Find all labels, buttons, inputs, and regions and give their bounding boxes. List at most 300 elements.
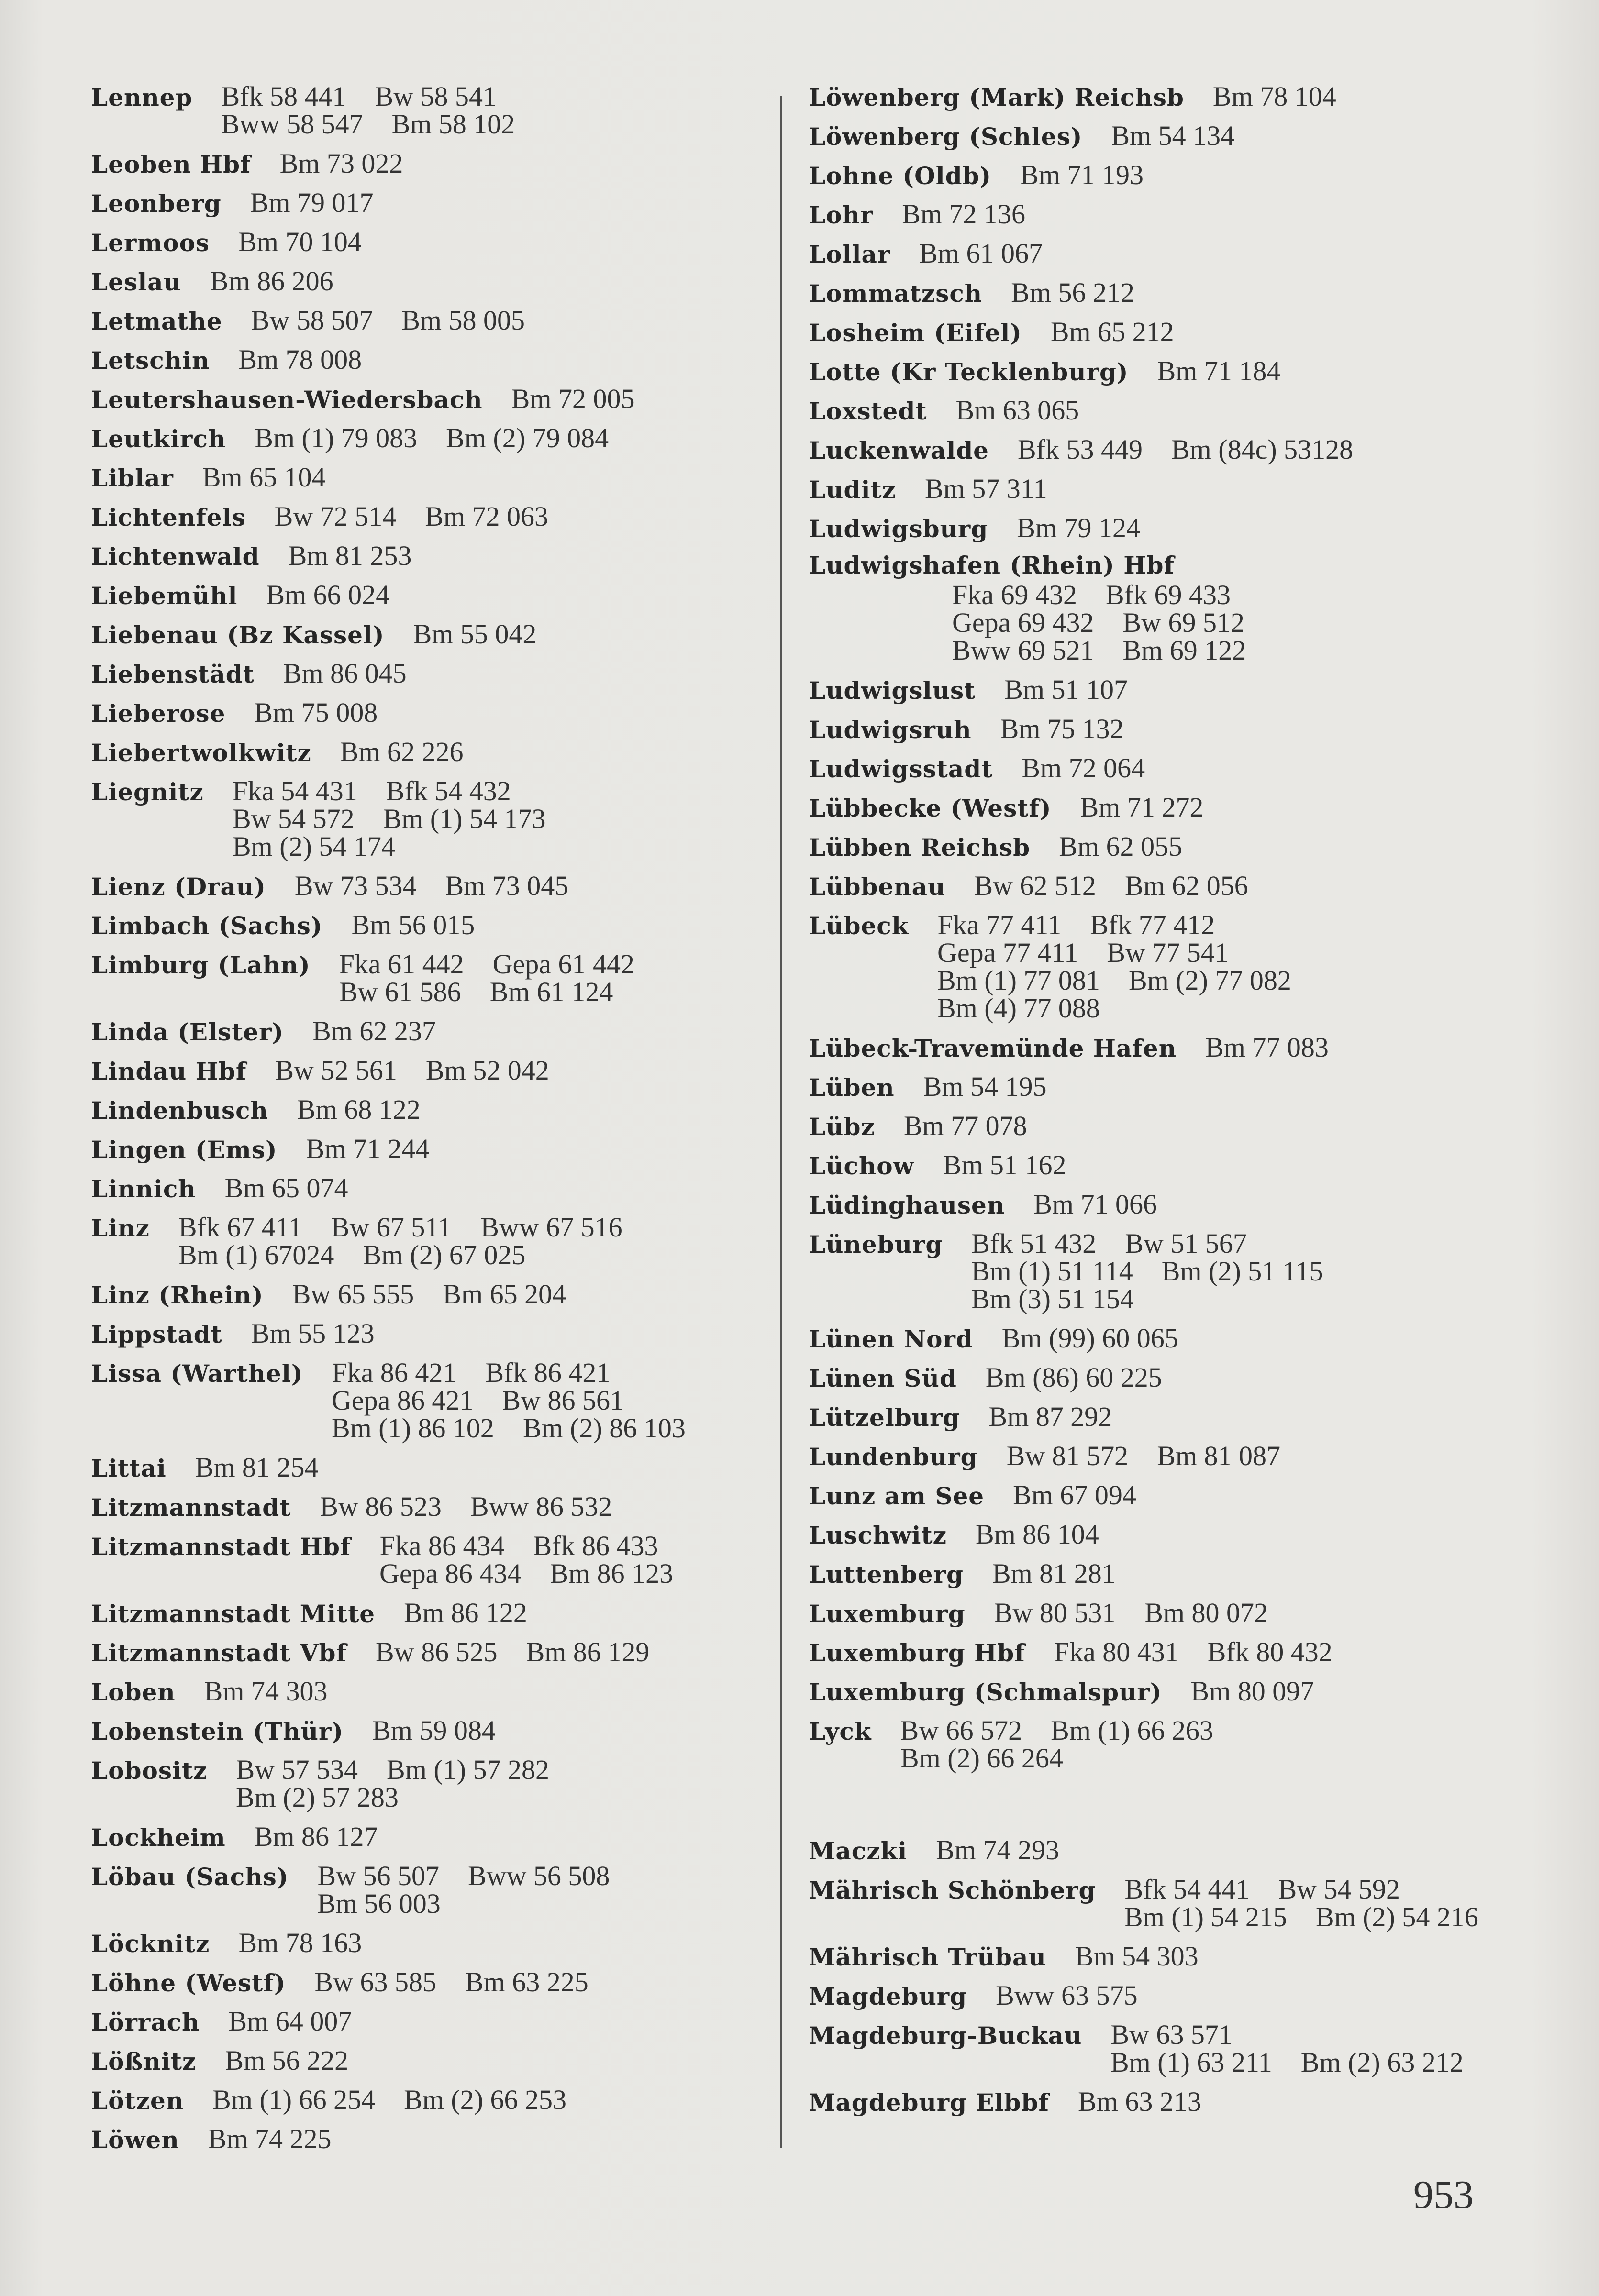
depot-code: Bm 80 097: [1190, 1676, 1314, 1707]
depot-code: Bm 69 122: [1122, 635, 1246, 666]
station-entry: [809, 1188, 1488, 1220]
station-first-line: [809, 830, 1488, 862]
station-entry: [809, 198, 1488, 230]
station-first-line: [91, 1054, 770, 1086]
depot-code: Bw 54 592: [1278, 1874, 1400, 1905]
station-entry: [809, 1597, 1488, 1628]
station-name: Leonberg: [91, 189, 222, 218]
station-entry: [809, 752, 1488, 784]
station-first-line: [809, 1518, 1488, 1550]
station-name: Litzmannstadt Hbf: [91, 1533, 351, 1561]
station-first-line: [809, 1149, 1488, 1181]
station-first-line: [91, 383, 770, 414]
station-entry: [809, 2019, 1488, 2078]
depot-code: Bm 51 107: [1004, 674, 1128, 705]
station-name: Linnich: [91, 1175, 196, 1203]
depot-code: Bm 65 104: [202, 462, 326, 493]
station-first-line: [809, 1361, 1488, 1393]
depot-code: Bm 54 134: [1111, 120, 1235, 151]
station-first-line: [91, 500, 770, 532]
depot-code: Bm (4) 77 088: [937, 993, 1100, 1024]
depot-code: Bm 71 184: [1157, 355, 1281, 386]
station-first-line: [809, 1557, 1488, 1589]
station-entry: [809, 791, 1488, 823]
station-name: Löwen: [91, 2126, 179, 2154]
depot-code: Bm 73 045: [445, 870, 569, 901]
depot-code: Bm 81 281: [992, 1558, 1116, 1589]
station-entry: [91, 2123, 770, 2154]
station-first-line: [809, 870, 1488, 901]
depot-code: Bww 69 521: [952, 635, 1094, 666]
station-name: Luxemburg Hbf: [809, 1639, 1025, 1667]
station-name: Lermoos: [91, 229, 210, 257]
station-first-line: [809, 1873, 1488, 1905]
depot-code: Bw 62 512: [974, 870, 1096, 901]
depot-code: Bm (1) 66 254: [212, 2084, 376, 2115]
station-first-line: [809, 791, 1488, 823]
station-name: Lünen Nord: [809, 1325, 973, 1353]
depot-code: Bww 56 508: [467, 1860, 610, 1891]
depot-code: Bm 54 195: [923, 1071, 1047, 1102]
station-name: Liebenstädt: [91, 660, 255, 688]
depot-code: Bm (1) 54 173: [383, 803, 546, 834]
depot-code: Bw 67 511: [331, 1212, 452, 1243]
depot-code: Bm (2) 54 174: [233, 831, 395, 862]
depot-code: Bm 74 225: [208, 2123, 332, 2154]
depot-code: Bm 56 222: [225, 2045, 349, 2076]
depot-code: Bw 86 523: [320, 1491, 442, 1522]
depot-code: Bm (1) 63 211: [1110, 2047, 1272, 2078]
depot-code: Bww 58 547: [221, 109, 363, 140]
station-first-line: [91, 343, 770, 375]
depot-code: Bw 61 586: [339, 976, 461, 1007]
depot-code: Bw 80 531: [994, 1597, 1116, 1628]
depot-code: Bm 70 104: [238, 226, 362, 257]
depot-code: Bm 63 225: [465, 1966, 589, 1998]
station-name: Lübbecke (Westf): [809, 794, 1052, 822]
station-first-line: [809, 512, 1488, 543]
station-name: Maczki: [809, 1837, 908, 1865]
station-entry: [809, 1979, 1488, 2011]
station-first-line: [809, 551, 1488, 579]
depot-code: Fka 69 432: [952, 579, 1077, 610]
depot-code: Bm 65 204: [443, 1279, 566, 1310]
station-first-line: [91, 696, 770, 728]
depot-code: Fka 54 431: [232, 775, 357, 806]
station-first-line: [91, 1490, 770, 1522]
station-entry: [809, 394, 1488, 426]
station-entry: [91, 2005, 770, 2037]
depot-code: Fka 86 434: [379, 1530, 505, 1561]
depot-code: Bm 61 067: [919, 238, 1043, 269]
station-first-line: [809, 316, 1488, 347]
station-continuation-line: [809, 2046, 1488, 2078]
depot-code: Bm 75 132: [1000, 713, 1124, 744]
depot-code: Fka 80 431: [1054, 1636, 1179, 1667]
depot-code: Bm 67 094: [1013, 1479, 1136, 1511]
station-entry: [91, 1451, 770, 1483]
depot-code: Bfk 67 411: [178, 1212, 302, 1243]
station-entry: [91, 2044, 770, 2076]
station-first-line: [809, 1071, 1488, 1102]
station-name: Limbach (Sachs): [91, 912, 323, 940]
station-first-line: [91, 1093, 770, 1125]
station-name: Liebenau (Bz Kassel): [91, 621, 385, 649]
station-continuation-line: [91, 1412, 770, 1444]
station-first-line: [809, 1031, 1488, 1063]
station-first-line: [809, 1440, 1488, 1471]
depot-code: Bw 58 541: [375, 81, 497, 112]
station-name: Lobositz: [91, 1756, 208, 1785]
station-entry: [91, 1860, 770, 1919]
depot-code: Bm 58 102: [391, 109, 515, 140]
station-entry: [809, 159, 1488, 190]
station-name: Löbau (Sachs): [91, 1863, 289, 1891]
station-entry: [91, 1675, 770, 1707]
station-entry: [91, 1966, 770, 1998]
depot-code: Bm 73 022: [279, 148, 403, 179]
right-column: [809, 80, 1488, 2125]
station-name: Lützelburg: [809, 1403, 960, 1432]
station-name: Litzmannstadt Mitte: [91, 1600, 376, 1628]
depot-code: Bm 65 074: [224, 1172, 348, 1203]
station-first-line: [809, 1188, 1488, 1220]
station-first-line: [809, 120, 1488, 151]
depot-code: Bm 56 212: [1011, 277, 1134, 308]
depot-code: Bm (86) 60 225: [985, 1362, 1162, 1393]
station-first-line: [809, 2019, 1488, 2050]
station-first-line: [91, 461, 770, 493]
station-entry: [809, 713, 1488, 744]
station-entry: [91, 461, 770, 493]
station-name: Lindenbusch: [91, 1096, 268, 1125]
depot-code: Bm 86 123: [550, 1558, 674, 1589]
station-first-line: [809, 909, 1488, 940]
depot-code: Bm 75 008: [254, 697, 378, 728]
station-entry: [91, 1211, 770, 1270]
station-name: Lommatzsch: [809, 279, 983, 308]
station-first-line: [91, 1597, 770, 1628]
station-first-line: [809, 1322, 1488, 1354]
station-entry: [91, 1490, 770, 1522]
station-first-line: [91, 265, 770, 297]
depot-code: Bm 57 311: [924, 473, 1047, 504]
station-name: Litzmannstadt Vbf: [91, 1639, 347, 1667]
station-name: Lohne (Oldb): [809, 162, 992, 190]
station-name: Magdeburg-Buckau: [809, 2021, 1082, 2050]
station-name: Lübz: [809, 1113, 875, 1141]
depot-code: Bm (1) 67024: [178, 1239, 334, 1270]
station-name: Löwenberg (Schles): [809, 122, 1083, 151]
station-name: Lohr: [809, 201, 874, 229]
station-continuation-line: [91, 108, 770, 140]
depot-code: Bm 62 226: [340, 736, 464, 767]
depot-code: Bfk 86 421: [485, 1357, 611, 1388]
depot-code: Bfk 86 433: [533, 1530, 658, 1561]
station-name: Magdeburg Elbbf: [809, 2088, 1050, 2117]
station-entry: [91, 383, 770, 414]
station-first-line: [809, 1110, 1488, 1141]
station-entry: [91, 1597, 770, 1628]
station-entry: [91, 1927, 770, 1958]
depot-code: Bm 61 124: [489, 976, 613, 1007]
station-first-line: [91, 909, 770, 940]
station-name: Lünen Süd: [809, 1364, 957, 1392]
depot-code: Bm (2) 66 264: [900, 1743, 1063, 1774]
depot-code: Bm 51 162: [943, 1149, 1066, 1181]
depot-code: Gepa 69 432: [952, 607, 1094, 638]
station-name: Litzmannstadt: [91, 1493, 291, 1522]
station-first-line: [91, 540, 770, 571]
station-first-line: [809, 394, 1488, 426]
station-name: Letschin: [91, 346, 210, 375]
station-entry: [809, 1149, 1488, 1181]
station-first-line: [91, 1172, 770, 1203]
station-name: Lissa (Warthel): [91, 1359, 303, 1388]
depot-code: Bfk 54 441: [1124, 1874, 1250, 1905]
station-name: Lennep: [91, 83, 193, 111]
section-gap: [809, 1781, 1488, 1834]
station-name: Littai: [91, 1454, 167, 1482]
station-entry: [809, 551, 1488, 666]
station-first-line: [809, 673, 1488, 705]
station-name: Mährisch Schönberg: [809, 1876, 1096, 1904]
station-entry: [809, 1227, 1488, 1314]
station-first-line: [91, 1860, 770, 1891]
station-entry: [91, 1317, 770, 1349]
station-entry: [91, 657, 770, 689]
station-entry: [91, 736, 770, 767]
station-name: Lyck: [809, 1717, 872, 1745]
station-name: Löhne (Westf): [91, 1969, 286, 1997]
depot-code: Bww 86 532: [470, 1491, 612, 1522]
depot-code: Bm 77 083: [1205, 1032, 1329, 1063]
station-entry: [809, 673, 1488, 705]
station-entry: [809, 1361, 1488, 1393]
station-first-line: [809, 473, 1488, 504]
station-name: Lübeck-Travemünde Hafen: [809, 1034, 1177, 1062]
station-entry: [91, 343, 770, 375]
depot-code: Bm 62 237: [312, 1016, 436, 1047]
depot-code: Bfk 69 433: [1106, 579, 1231, 610]
station-entry: [91, 579, 770, 610]
depot-code: Bm 68 122: [297, 1094, 421, 1125]
depot-code: Bw 77 541: [1107, 937, 1229, 968]
depot-code: Bm 81 253: [288, 540, 412, 571]
depot-code: Gepa 77 411: [937, 937, 1078, 968]
station-entry: [91, 1714, 770, 1746]
station-first-line: [91, 1636, 770, 1667]
depot-code: Bw 63 585: [314, 1966, 436, 1998]
station-name: Leutkirch: [91, 425, 226, 453]
station-first-line: [91, 1317, 770, 1349]
depot-code: Bm 71 244: [306, 1133, 430, 1164]
station-entry: [91, 1821, 770, 1852]
depot-code: Bw 69 512: [1122, 607, 1244, 638]
depot-code: Bm (1) 57 282: [387, 1754, 549, 1785]
station-name: Löcknitz: [91, 1930, 210, 1958]
depot-code: Bm 66 024: [266, 579, 390, 610]
station-name: Magdeburg: [809, 1982, 967, 2010]
depot-code: Bw 86 561: [502, 1385, 624, 1416]
depot-code: Bm 72 064: [1022, 752, 1145, 784]
station-name: Leutershausen-Wiedersbach: [91, 386, 483, 414]
station-entry: [809, 1479, 1488, 1511]
depot-code: Bw 58 507: [251, 305, 373, 336]
station-entry: [91, 422, 770, 453]
depot-code: Bm (2) 86 103: [522, 1413, 686, 1444]
depot-code: Bm 79 017: [250, 187, 374, 218]
column-divider: [780, 96, 782, 2148]
station-entry: [91, 775, 770, 862]
station-entry: [809, 1557, 1488, 1589]
depot-code: Gepa 86 421: [332, 1385, 474, 1416]
station-entry: [91, 1636, 770, 1667]
depot-code: Bm 62 055: [1059, 831, 1183, 862]
station-entry: [91, 1015, 770, 1047]
station-continuation-line: [809, 634, 1488, 666]
station-first-line: [91, 579, 770, 610]
station-entry: [809, 120, 1488, 151]
station-entry: [809, 1440, 1488, 1471]
depot-code: Bm 58 005: [401, 305, 525, 336]
station-entry: [91, 226, 770, 257]
depot-code: Bfk 80 432: [1207, 1636, 1332, 1667]
station-name: Lollar: [809, 240, 891, 268]
depot-code: Bm 71 193: [1020, 159, 1144, 190]
station-entry: [91, 80, 770, 140]
depot-code: Bm 55 042: [413, 618, 537, 650]
station-name: Losheim (Eifel): [809, 319, 1022, 347]
depot-code: Bm (2) 77 082: [1128, 965, 1291, 996]
station-name: Liegnitz: [91, 778, 204, 806]
station-first-line: [91, 1530, 770, 1561]
depot-code: Bm 72 063: [425, 501, 549, 532]
station-first-line: [91, 304, 770, 336]
station-name: Liblar: [91, 464, 174, 492]
depot-code: Bm 77 078: [903, 1110, 1027, 1141]
station-name: Ludwigsburg: [809, 515, 988, 543]
station-continuation-line: [809, 937, 1488, 968]
depot-code: Bm (2) 79 084: [446, 422, 609, 453]
station-entry: [809, 1675, 1488, 1707]
station-entry: [809, 276, 1488, 308]
station-name: Löwenberg (Mark) Reichsb: [809, 83, 1184, 111]
station-entry: [809, 1401, 1488, 1432]
depot-code: Bm 78 104: [1212, 81, 1336, 112]
station-first-line: [809, 1940, 1488, 1972]
depot-code: Bm 59 084: [372, 1715, 496, 1746]
station-first-line: [91, 2044, 770, 2076]
station-first-line: [91, 80, 770, 112]
station-entry: [809, 1834, 1488, 1866]
station-first-line: [809, 276, 1488, 308]
station-entry: [809, 1071, 1488, 1102]
station-name: Luditz: [809, 475, 896, 504]
depot-code: Bm 81 087: [1157, 1440, 1280, 1471]
depot-code: Fka 86 421: [332, 1357, 457, 1388]
station-first-line: [91, 226, 770, 257]
station-entry: [809, 237, 1488, 269]
depot-code: Bm 86 206: [210, 265, 333, 297]
station-entry: [91, 500, 770, 532]
station-entry: [91, 909, 770, 940]
station-entry: [91, 618, 770, 650]
station-name: Ludwigslust: [809, 676, 976, 705]
station-entry: [809, 80, 1488, 112]
depot-code: Bm (1) 66 263: [1051, 1715, 1214, 1746]
depot-code: Bw 72 514: [274, 501, 397, 532]
station-first-line: [809, 198, 1488, 230]
depot-code: Bww 67 516: [480, 1212, 622, 1243]
station-entry: [809, 1873, 1488, 1932]
station-entry: [91, 1054, 770, 1086]
station-first-line: [91, 1927, 770, 1958]
station-entry: [809, 830, 1488, 862]
station-first-line: [809, 1714, 1488, 1746]
station-first-line: [809, 1479, 1488, 1511]
station-name: Lößnitz: [91, 2047, 197, 2075]
station-entry: [809, 355, 1488, 386]
station-first-line: [809, 1597, 1488, 1628]
depot-code: Bm 78 008: [238, 344, 362, 375]
station-entry: [91, 187, 770, 218]
station-entry: [809, 1322, 1488, 1354]
depot-code: Bm (2) 63 212: [1300, 2047, 1464, 2078]
station-first-line: [809, 355, 1488, 386]
station-name: Leslau: [91, 268, 181, 296]
station-first-line: [91, 1821, 770, 1852]
station-first-line: [91, 1754, 770, 1785]
station-name: Lotte (Kr Tecklenburg): [809, 358, 1129, 386]
depot-code: Bm 78 163: [238, 1927, 362, 1958]
depot-code: Bw 65 555: [292, 1279, 414, 1310]
station-entry: [809, 473, 1488, 504]
depot-code: Bm 74 293: [936, 1834, 1060, 1866]
depot-code: Bw 52 561: [275, 1055, 397, 1086]
station-entry: [91, 1357, 770, 1444]
station-first-line: [91, 2123, 770, 2154]
station-name: Lingen (Ems): [91, 1136, 278, 1164]
depot-code: Bm (2) 57 283: [236, 1782, 399, 1813]
depot-code: Bw 86 525: [376, 1636, 498, 1667]
depot-code: Gepa 86 434: [379, 1558, 522, 1589]
depot-code: Bm 87 292: [988, 1401, 1112, 1432]
station-entry: [809, 1636, 1488, 1667]
depot-code: Bw 66 572: [900, 1715, 1022, 1746]
station-entry: [809, 433, 1488, 465]
station-first-line: [91, 775, 770, 806]
station-entry: [91, 1093, 770, 1125]
station-first-line: [809, 1227, 1488, 1259]
station-first-line: [809, 713, 1488, 744]
station-entry: [91, 948, 770, 1007]
station-first-line: [91, 1211, 770, 1243]
depot-code: Bw 54 572: [233, 803, 355, 834]
station-name: Linda (Elster): [91, 1018, 284, 1046]
depot-code: Bm 71 066: [1033, 1189, 1157, 1220]
left-column: [91, 80, 770, 2162]
station-first-line: [91, 2084, 770, 2115]
station-name: Liebertwolkwitz: [91, 739, 311, 767]
station-name: Lobenstein (Thür): [91, 1717, 344, 1745]
station-first-line: [91, 618, 770, 650]
depot-code: Bm 81 254: [195, 1452, 319, 1483]
depot-code: Gepa 61 442: [492, 949, 635, 980]
station-first-line: [809, 159, 1488, 190]
station-entry: [91, 1754, 770, 1813]
station-entry: [809, 316, 1488, 347]
